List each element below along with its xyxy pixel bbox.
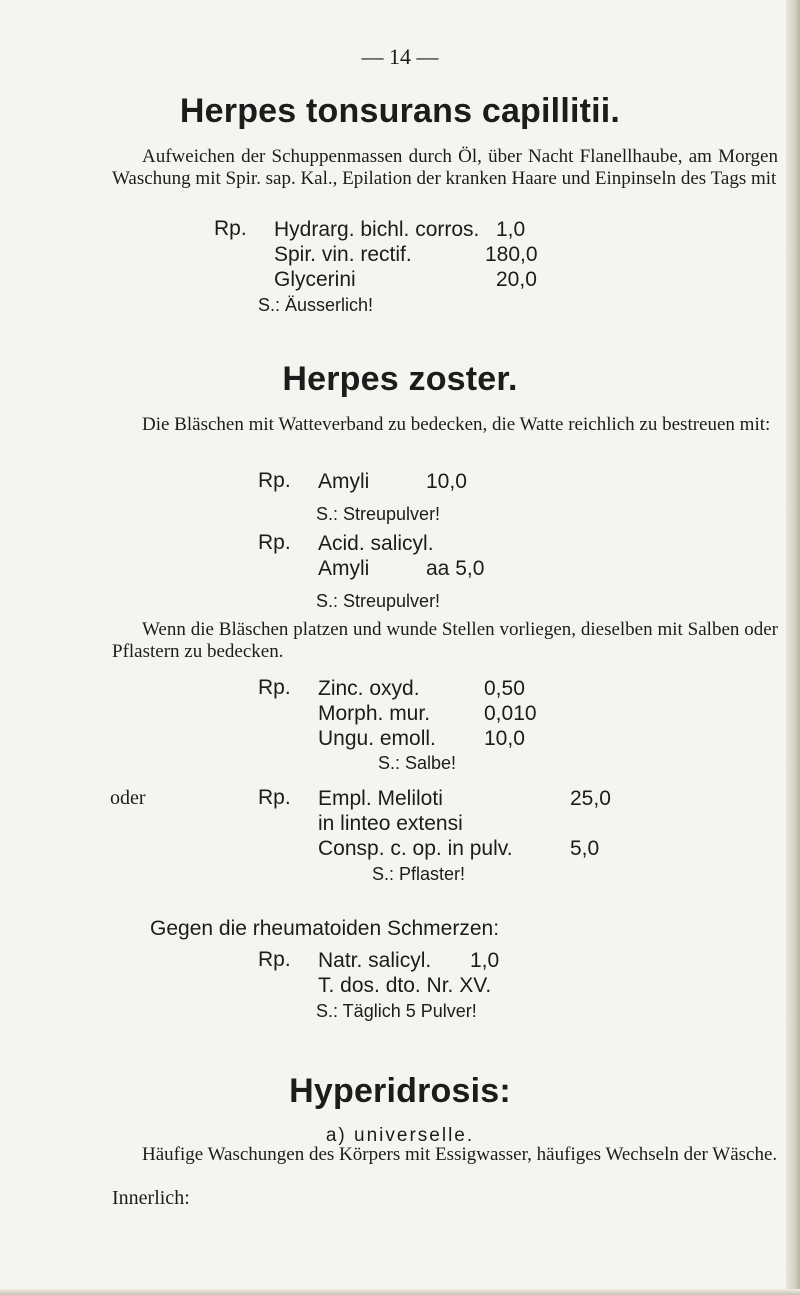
rx-item	[318, 726, 558, 751]
rx-item-name: Acid. salicyl.	[318, 532, 434, 555]
rx-item	[318, 469, 518, 494]
rx-item-name: Hydrarg. bichl. corros.	[274, 218, 480, 241]
page-bottom-edge	[0, 1289, 800, 1295]
signa: S.: Äusserlich!	[258, 295, 374, 315]
rx-item	[274, 267, 564, 292]
prescription-zoster-5	[318, 948, 558, 998]
signa: S.: Streupulver!	[316, 504, 441, 524]
prescription-tonsurans	[274, 217, 564, 292]
rx-item-amount: 1,0	[496, 218, 526, 241]
rx-item	[318, 676, 558, 701]
rx-item-amount: 5,0	[570, 837, 600, 860]
heading-herpes-zoster: Herpes zoster.	[282, 360, 518, 398]
tonsurans-intro: Aufweichen der Schuppenmassen durch Öl, über Nacht Flanellhaube, am Morgen Waschung mit Spir. sap. Kal., Epilation der kranken Haare und Einpinseln des Tags mit	[112, 146, 778, 189]
rx-item-name: Amyli	[318, 557, 370, 580]
subheading-universelle: a) universelle.	[325, 1125, 475, 1146]
signa: S.: Täglich 5 Pulver!	[316, 1001, 477, 1021]
prescription-zoster-1	[318, 469, 518, 494]
rx-item-name: in linteo extensi	[318, 812, 463, 835]
rx-item-name: Consp. c. op. in pulv.	[318, 837, 513, 860]
rp-label: Rp.	[258, 676, 291, 699]
rx-item-amount: 20,0	[496, 268, 537, 291]
rx-item-name: Zinc. oxyd.	[318, 677, 420, 700]
rx-item	[318, 531, 538, 556]
rx-item-name: Ungu. emoll.	[318, 727, 436, 750]
rx-item-amount: 10,0	[484, 727, 525, 750]
rx-item-name: T. dos. dto. Nr. XV.	[318, 974, 492, 997]
rp-label: Rp.	[214, 217, 247, 240]
rx-item	[318, 786, 638, 811]
rx-item	[274, 217, 564, 242]
rp-label: Rp.	[258, 948, 291, 971]
prescription-zoster-2	[318, 531, 538, 581]
rx-item-amount: aa 5,0	[426, 557, 485, 580]
rx-item-amount: 0,50	[484, 677, 525, 700]
rx-item	[318, 973, 558, 998]
rx-item	[274, 242, 564, 267]
rx-item-name: Spir. vin. rectif.	[274, 243, 412, 266]
rx-item-amount: 1,0	[470, 949, 500, 972]
heading-herpes-tonsurans: Herpes tonsurans capillitii.	[179, 92, 621, 130]
rx-item	[318, 701, 558, 726]
rx-item-name: Empl. Meliloti	[318, 787, 443, 810]
rx-item	[318, 948, 558, 973]
rx-item-amount: 25,0	[570, 787, 611, 810]
rx-item	[318, 811, 638, 836]
rp-label: Rp.	[258, 786, 291, 809]
rx-item	[318, 836, 638, 861]
hyperidrosis-intro: Häufige Waschungen des Körpers mit Essigwasser, häufiges Wechseln der Wäsche.	[142, 1144, 778, 1165]
rx-item-name: Glycerini	[274, 268, 356, 291]
rx-item-name: Natr. salicyl.	[318, 949, 432, 972]
rx-item-name: Amyli	[318, 470, 370, 493]
signa: S.: Streupulver!	[316, 591, 441, 611]
rx-item-name: Morph. mur.	[318, 702, 431, 725]
signa: S.: Salbe!	[378, 753, 457, 773]
rx-item-amount: 0,010	[484, 702, 537, 725]
oder-label: oder	[110, 787, 146, 809]
rx-item-amount: 10,0	[426, 470, 467, 493]
heading-hyperidrosis: Hyperidrosis:	[289, 1072, 511, 1110]
rp-label: Rp.	[258, 469, 291, 492]
prescription-zoster-4	[318, 786, 638, 861]
prescription-zoster-3	[318, 676, 558, 751]
rx-item	[318, 556, 538, 581]
gegen-text: Gegen die rheumatoiden Schmerzen:	[150, 917, 500, 940]
zoster-text-salben: Wenn die Bläschen platzen und wunde Stellen vorliegen, dieselben mit Salben oder Pflastern zu bedecken.	[112, 619, 778, 662]
page-number: — 14 —	[361, 44, 439, 69]
zoster-intro: Die Bläschen mit Watteverband zu bedecken, die Watte reichlich zu bestreuen mit:	[142, 414, 771, 435]
innerlich-label: Innerlich:	[112, 1187, 190, 1209]
signa: S.: Pflaster!	[372, 864, 466, 884]
page-edge-shadow	[786, 0, 800, 1295]
rx-item-amount: 180,0	[485, 243, 538, 266]
rp-label: Rp.	[258, 531, 291, 554]
